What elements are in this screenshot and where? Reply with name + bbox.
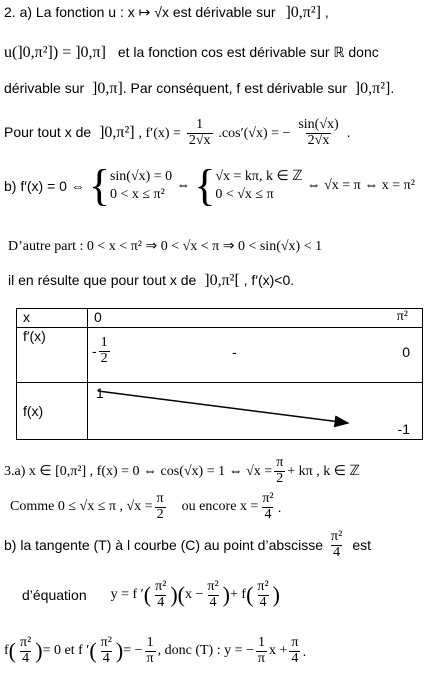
- fraction-denominator: 4: [291, 650, 299, 666]
- line-12-text-d: , donc (T) : y = −: [157, 643, 254, 659]
- line-12-text-c: = −: [123, 643, 143, 659]
- interval: ]0,π²]: [354, 80, 391, 97]
- line-9-text-a: Comme 0 ≤ √x ≤ π , √x =: [10, 499, 153, 515]
- line-8-text-a: 3.a) x ∈ [0,π²] , f(x) = 0 ⇔ cos(√x) = 1 ⇔ √x =: [4, 463, 273, 479]
- line-9-text-b: ou encore x =: [181, 499, 259, 515]
- x-start: 0: [94, 309, 102, 325]
- line-5-text: b) f′(x) = 0 ⇔: [4, 178, 85, 195]
- table-header-values: [88, 309, 423, 328]
- interval: ]0,π²]: [285, 4, 321, 21]
- line-4: [4, 118, 350, 148]
- fraction: [145, 636, 156, 666]
- brace: {: [88, 161, 110, 211]
- fraction: [205, 580, 220, 610]
- fraction: [296, 118, 340, 148]
- fraction-denominator: 4: [333, 544, 341, 560]
- fraction: [18, 636, 33, 666]
- fraction: [153, 580, 168, 610]
- line-8-text-b: + kπ , k ∈ ℤ: [287, 463, 360, 479]
- line-10: [4, 530, 371, 560]
- fraction-denominator: 4: [209, 594, 217, 610]
- fraction: [274, 456, 285, 486]
- line-6: D’autre part : 0 < x < π² ⇒ 0 < √x < π ⇒ 0 < sin(√x) < 1: [8, 239, 323, 254]
- line-7-text-b: , f′(x)<0.: [243, 272, 295, 288]
- fraction: [99, 336, 110, 366]
- fraction-numerator: π²: [155, 579, 167, 594]
- fraction-denominator: 4: [264, 506, 272, 522]
- fraction-numerator: π²: [20, 635, 32, 650]
- table-header-x: x: [17, 309, 88, 328]
- system-1: [110, 168, 172, 204]
- fprime-start: [92, 336, 112, 366]
- fraction-numerator: π: [276, 455, 284, 470]
- decreasing-arrow: [86, 385, 366, 435]
- derivative-label: , f′(x) =: [138, 125, 181, 141]
- table-row: [17, 328, 423, 383]
- line-8: [4, 456, 360, 486]
- line-11-text-a: d’équation: [22, 587, 87, 604]
- system-2-top: √x = kπ, k ∈ ℤ: [215, 169, 303, 184]
- fraction: [260, 492, 275, 522]
- fraction-numerator: π²: [331, 529, 343, 544]
- fraction-numerator: π²: [262, 491, 274, 506]
- system-2-bottom: 0 < √x ≤ π: [215, 187, 274, 203]
- fraction-denominator: 2: [100, 350, 108, 366]
- paren-open: (: [246, 582, 254, 608]
- fraction-numerator: π: [156, 491, 164, 506]
- fraction-numerator: 1: [146, 635, 154, 650]
- minus-sign: -: [92, 343, 97, 360]
- paren-open: (: [143, 582, 152, 608]
- paren-close: ): [115, 638, 124, 664]
- fraction-denominator: 4: [102, 650, 110, 666]
- fprime-sign: -: [232, 344, 237, 360]
- paren-close: ): [170, 582, 178, 608]
- table-label-f: f(x): [17, 383, 88, 440]
- fraction: [155, 492, 166, 522]
- line-3: [4, 80, 394, 98]
- line-2-text: et la fonction cos est dérivable sur ℝ donc: [117, 44, 379, 60]
- line-11-text-b: y = f ′: [110, 587, 144, 603]
- f-start: 1: [96, 385, 104, 401]
- fraction: [99, 636, 114, 666]
- fraction: [187, 118, 213, 148]
- line-12-text-a: f: [4, 643, 9, 659]
- fraction: [289, 636, 300, 666]
- table-label-fprime: f′(x): [17, 328, 88, 383]
- fraction-numerator: sin(√x): [298, 117, 339, 132]
- system-1-bottom: 0 < x ≤ π²: [109, 187, 165, 203]
- paren-close: ): [272, 582, 280, 608]
- period: .: [277, 499, 282, 516]
- fprime-end: 0: [402, 344, 410, 360]
- f-end: -1: [397, 421, 410, 437]
- fraction-numerator: π: [291, 635, 299, 650]
- fraction-numerator: π²: [100, 635, 112, 650]
- line-11: [22, 580, 280, 610]
- fraction-denominator: π: [257, 650, 265, 666]
- interval: ]0,π²]: [99, 123, 135, 141]
- fraction-denominator: 4: [22, 650, 30, 666]
- interval: ]0,π]: [92, 80, 123, 97]
- fraction-denominator: 2: [276, 470, 284, 486]
- line-4-text-a: Pour tout x de: [4, 123, 92, 140]
- line-12-text-e: x +: [268, 643, 288, 659]
- system-1-top: sin(√x) = 0: [109, 169, 173, 184]
- period: .: [302, 643, 307, 660]
- line-9: [10, 492, 281, 522]
- table-fprime-values: [88, 328, 423, 383]
- cos-derivative: .cos′(√x) = −: [218, 125, 291, 141]
- line-3-text-a: dérivable sur: [4, 80, 85, 96]
- fraction-denominator: 4: [259, 594, 267, 610]
- line-5: [4, 161, 415, 211]
- paren-close: ): [222, 582, 230, 608]
- system-2: [215, 168, 302, 204]
- fraction-denominator: 2√x: [307, 132, 330, 148]
- interval: ]0,π²[: [204, 272, 240, 289]
- line-7: [8, 272, 294, 290]
- fraction-numerator: 1: [257, 635, 265, 650]
- line-1: [4, 4, 329, 22]
- period: .: [390, 80, 395, 96]
- line-5-end: ⇔ √x = π ⇔ x = π²: [306, 178, 415, 194]
- line-12-text-b: = 0 et f ′: [42, 643, 90, 659]
- fraction: [329, 530, 344, 560]
- image-interval: u(]0,π²]) = ]0,π]: [4, 44, 106, 61]
- fraction: [256, 636, 267, 666]
- line-10-text-a: b) la tangente (T) à l courbe (C) au point d’abscisse: [4, 537, 324, 554]
- fraction-denominator: 2√x: [188, 132, 211, 148]
- brace: {: [194, 161, 216, 211]
- fraction-numerator: π²: [257, 579, 269, 594]
- equiv: ⇔: [176, 178, 191, 194]
- fraction-denominator: 4: [157, 594, 165, 610]
- paren-open: (: [89, 638, 97, 664]
- period: .: [346, 123, 351, 140]
- line-11-text-c: x −: [185, 587, 204, 603]
- table-row: [17, 309, 423, 328]
- line-10-text-b: est: [352, 537, 371, 554]
- fraction-numerator: π²: [207, 579, 219, 594]
- fraction-denominator: π: [146, 650, 154, 666]
- line-7-text-a: il en résulte que pour tout x de: [8, 272, 197, 288]
- fraction-denominator: 2: [156, 506, 164, 522]
- paren-open: (: [177, 582, 185, 608]
- comma: ,: [324, 4, 329, 20]
- x-end: π²: [396, 309, 408, 324]
- paren-close: ): [35, 638, 43, 664]
- fraction-numerator: 1: [196, 117, 204, 132]
- line-3-text-b: . Par conséquent, f est dérivable sur: [122, 80, 347, 96]
- line-12: [4, 636, 306, 666]
- line-1-text: 2. a) La fonction u : x ↦ √x est dérivable sur: [4, 4, 276, 20]
- line-2: [4, 44, 379, 62]
- fraction: [255, 580, 270, 610]
- paren-open: (: [8, 638, 16, 664]
- fraction-numerator: 1: [100, 335, 108, 350]
- line-11-text-d: + f: [230, 587, 247, 603]
